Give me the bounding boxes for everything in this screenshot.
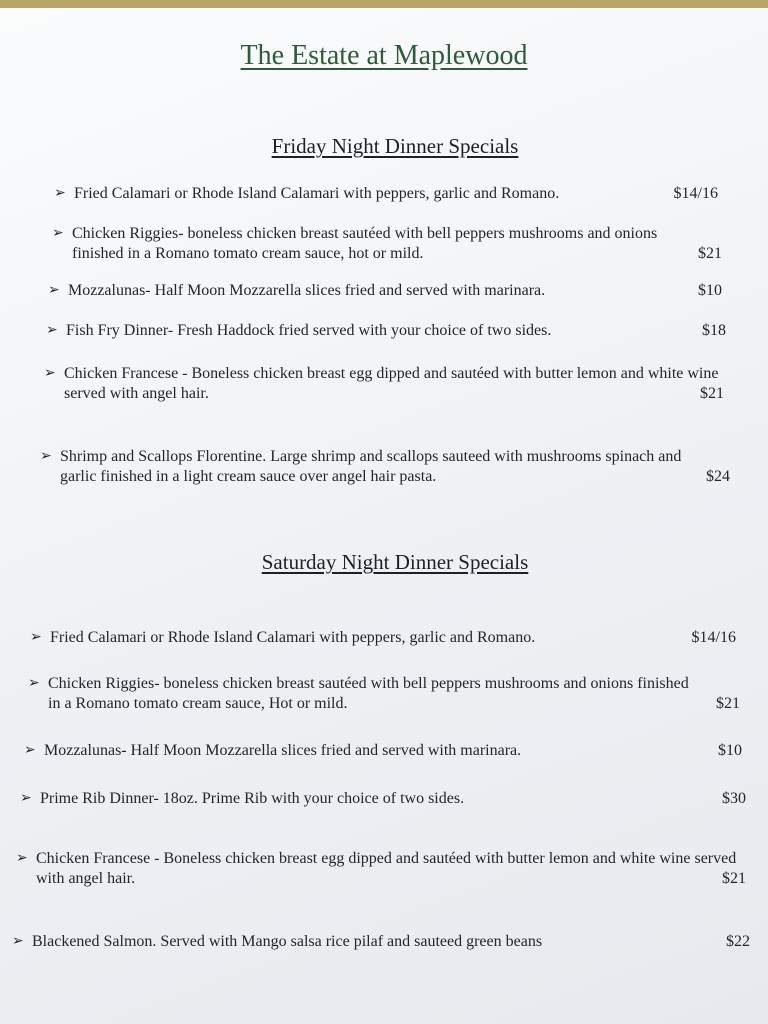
item-description: Chicken Riggies- boneless chicken breast sautéed with bell peppers mushrooms and onions finished in a Romano tomato cream sauce, Hot or mild.: [48, 675, 689, 712]
item-description: Mozzalunas- Half Moon Mozzarella slices fried and served with marinara.: [44, 742, 522, 759]
item-description: Chicken Francese - Boneless chicken breast egg dipped and sautéed with butter lemon and white wine served with angel hair.: [64, 365, 719, 402]
arrow-bullet-icon: ➢: [16, 851, 28, 866]
item-price: $14/16: [691, 629, 736, 646]
item-description: Chicken Riggies- boneless chicken breast sautéed with bell peppers mushrooms and onions finished in a Romano tomato cream sauce, hot or mild.: [72, 225, 658, 262]
item-description: Blackened Salmon. Served with Mango salsa rice pilaf and sauteed green beans: [32, 933, 543, 950]
menu-item: [44, 364, 724, 404]
menu-item: [30, 628, 736, 648]
menu-item: [12, 932, 750, 952]
restaurant-title: The Estate at Maplewood: [240, 40, 528, 71]
item-price: $18: [702, 322, 726, 339]
item-description: Fried Calamari or Rhode Island Calamari with peppers, garlic and Romano.: [74, 185, 560, 202]
arrow-bullet-icon: ➢: [28, 676, 40, 691]
menu-item: [54, 184, 718, 204]
arrow-bullet-icon: ➢: [48, 283, 60, 298]
arrow-bullet-icon: ➢: [44, 366, 56, 381]
menu-item: [48, 281, 722, 301]
paper-edge: [0, 0, 768, 8]
menu-item: [52, 224, 722, 264]
menu-item: [40, 447, 730, 487]
item-price: $10: [698, 282, 722, 299]
arrow-bullet-icon: ➢: [20, 791, 32, 806]
item-description: Chicken Francese - Boneless chicken breast egg dipped and sautéed with butter lemon and white wine served with angel hair.: [36, 850, 737, 887]
menu-item: [16, 849, 746, 889]
saturday-heading: Saturday Night Dinner Specials: [261, 550, 529, 574]
friday-heading: Friday Night Dinner Specials: [271, 134, 519, 158]
arrow-bullet-icon: ➢: [52, 226, 64, 241]
menu-item: [46, 321, 726, 341]
menu-item: [20, 789, 746, 809]
arrow-bullet-icon: ➢: [12, 934, 24, 949]
item-price: $14/16: [673, 185, 718, 202]
arrow-bullet-icon: ➢: [24, 743, 36, 758]
item-price: $21: [698, 245, 722, 262]
item-price: $24: [706, 468, 730, 485]
item-description: Prime Rib Dinner- 18oz. Prime Rib with your choice of two sides.: [40, 790, 465, 807]
item-price: $10: [718, 742, 742, 759]
item-price: $21: [722, 870, 746, 887]
item-description: Fried Calamari or Rhode Island Calamari with peppers, garlic and Romano.: [50, 629, 536, 646]
arrow-bullet-icon: ➢: [54, 186, 66, 201]
arrow-bullet-icon: ➢: [30, 630, 42, 645]
item-price: $21: [716, 695, 740, 712]
item-description: Shrimp and Scallops Florentine. Large shrimp and scallops sauteed with mushrooms spinach and garlic finished in a light cream sauce over angel hair pasta.: [60, 448, 682, 485]
item-price: $21: [700, 385, 724, 402]
item-description: Mozzalunas- Half Moon Mozzarella slices fried and served with marinara.: [68, 282, 546, 299]
arrow-bullet-icon: ➢: [46, 323, 58, 338]
item-price: $22: [726, 933, 750, 950]
menu-item: [28, 674, 740, 714]
arrow-bullet-icon: ➢: [40, 449, 52, 464]
menu-item: [24, 741, 742, 761]
item-price: $30: [722, 790, 746, 807]
item-description: Fish Fry Dinner- Fresh Haddock fried served with your choice of two sides.: [66, 322, 552, 339]
